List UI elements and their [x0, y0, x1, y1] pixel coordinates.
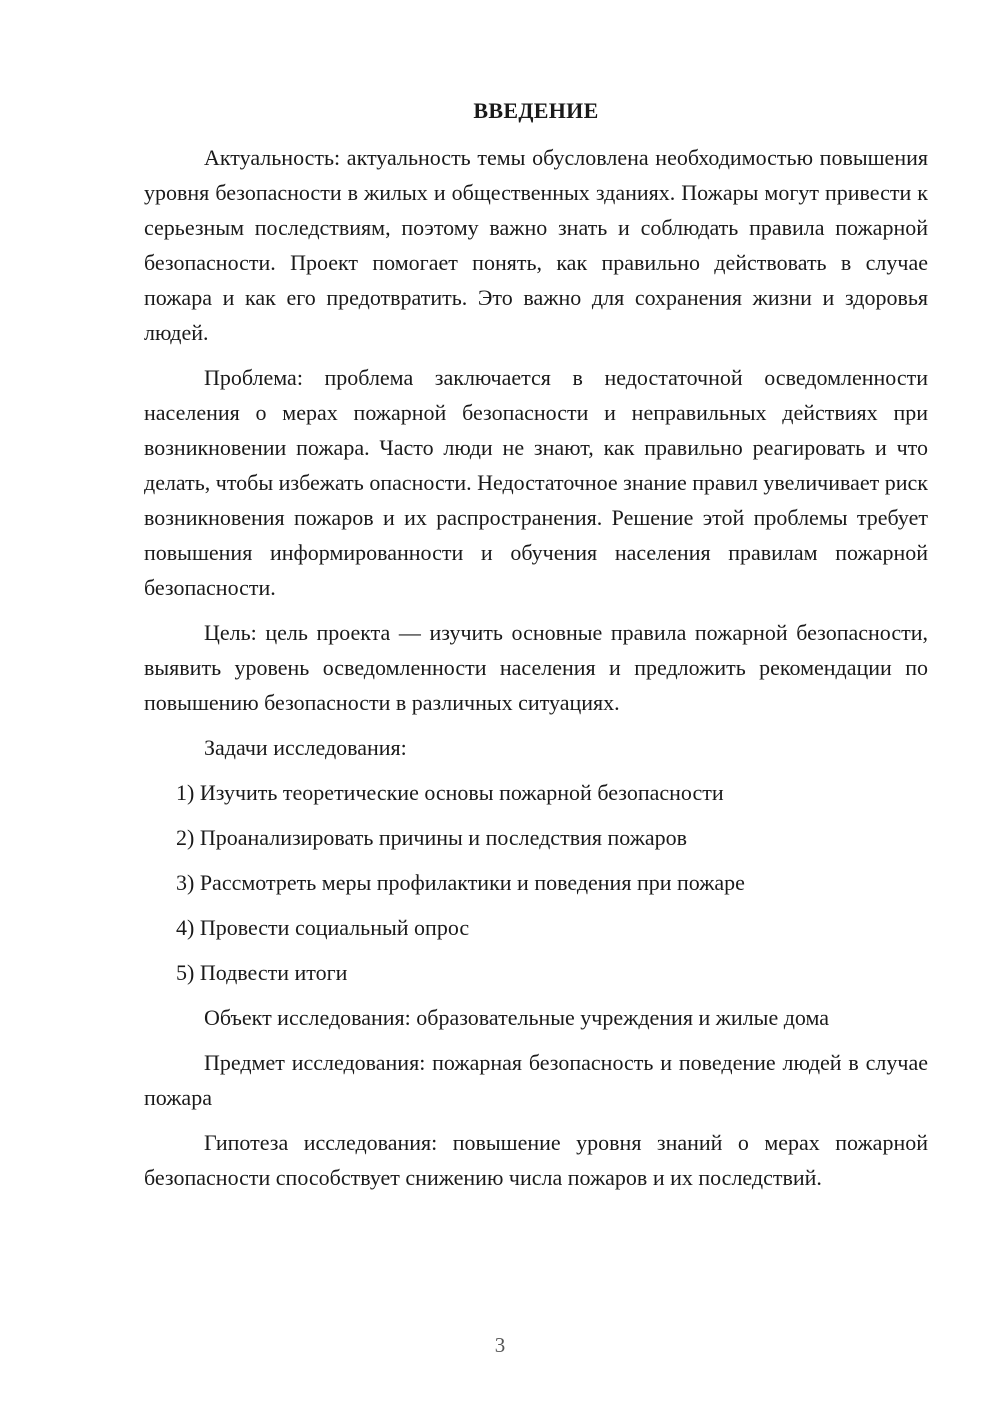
tasks-heading: Задачи исследования:: [204, 735, 407, 760]
subject-paragraph: Предмет исследования: пожарная безопасность и поведение людей в случае пожара: [144, 1050, 928, 1110]
relevance-paragraph: Актуальность: актуальность темы обусловлена необходимостью повышения уровня безопасности в жилых и общественных зданиях. Пожары могут привести к серьезным последствиям, поэтому важно знать и соблюдать правила пожарной безопасности. Проект помогает понять, как правильно действовать в случае пожара и как его предотвратить. Это важно для сохранения жизни и здоровья людей.: [144, 145, 928, 345]
page-number: 3: [494, 1333, 506, 1357]
task-item: 1) Изучить теоретические основы пожарной безопасности: [176, 780, 724, 805]
task-item: 3) Рассмотреть меры профилактики и поведения при пожаре: [176, 870, 745, 895]
task-item: 5) Подвести итоги: [176, 960, 348, 985]
tasks-list: [144, 775, 928, 990]
hypothesis-paragraph: Гипотеза исследования: повышение уровня знаний о мерах пожарной безопасности способствует снижению числа пожаров и их последствий.: [144, 1130, 928, 1190]
object-paragraph: Объект исследования: образовательные учреждения и жилые дома: [204, 1005, 830, 1030]
page-title: ВВЕДЕНИЕ: [473, 98, 599, 123]
task-item: 2) Проанализировать причины и последствия пожаров: [176, 825, 688, 850]
task-item: 4) Провести социальный опрос: [176, 915, 470, 940]
document-page: [144, 96, 928, 1205]
problem-paragraph: Проблема: проблема заключается в недостаточной осведомленности населения о мерах пожарной безопасности и неправильных действиях при возникновении пожара. Часто люди не знают, как правильно реагировать и что делать, чтобы избежать опасности. Недостаточное знание правил увеличивает риск возникновения пожаров и их распространения. Решение этой проблемы требует повышения информированности и обучения населения правилам пожарной безопасности.: [144, 365, 928, 600]
goal-paragraph: Цель: цель проекта — изучить основные правила пожарной безопасности, выявить уровень осведомленности населения и предложить рекомендации по повышению безопасности в различных ситуациях.: [144, 620, 928, 715]
